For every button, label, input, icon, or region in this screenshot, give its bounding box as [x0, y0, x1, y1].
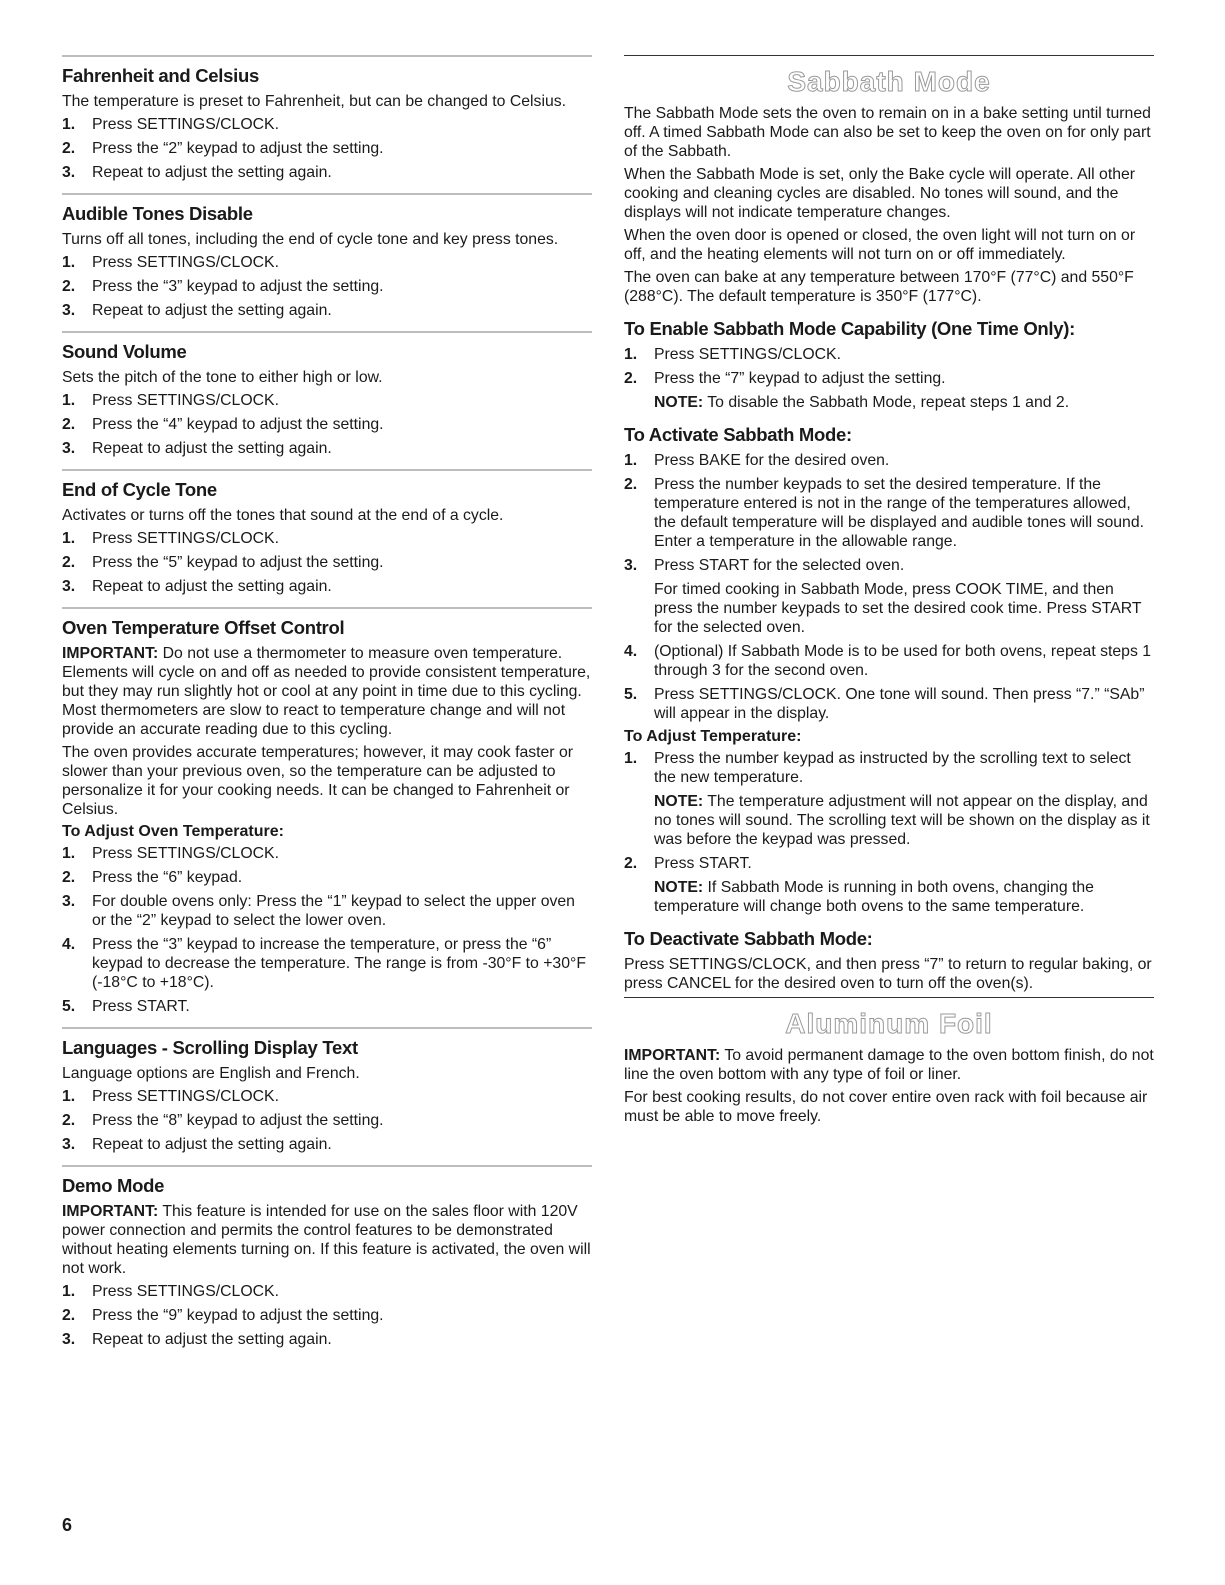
steps-list — [62, 844, 592, 1016]
paragraph: For best cooking results, do not cover entire oven rack with foil because air must be able to move freely. — [624, 1089, 1148, 1125]
step-item: 1. Press the number keypad as instructed by the scrolling text to select the new temperature. — [624, 750, 1131, 786]
step-item: 2. Press START. — [624, 855, 752, 872]
section-fahrenheit-celsius — [62, 57, 592, 193]
step-item: 2. Press the “3” keypad to adjust the setting. — [62, 278, 384, 295]
note-label: NOTE: — [654, 793, 704, 810]
section-divider — [624, 55, 1154, 56]
note-label: NOTE: — [654, 394, 704, 411]
step-item: 1. Press SETTINGS/CLOCK. — [62, 116, 279, 133]
steps-list — [62, 1087, 592, 1154]
section-intro: Turns off all tones, including the end of cycle tone and key press tones. — [62, 231, 559, 248]
steps-list — [62, 529, 592, 596]
important-paragraph: IMPORTANT: Do not use a thermometer to measure oven temperature. Elements will cycle on and off as needed to provide consistent temperature, but they may run slightly hot or cool at any point in time due to this cycling. Most thermometers are slow to react to temperature change and will not provide an accurate reading due to this cycling. — [62, 645, 591, 738]
section-demo-mode — [62, 1167, 592, 1360]
steps-list — [624, 854, 1154, 873]
section-intro: Language options are English and French. — [62, 1065, 360, 1082]
step-item: 1. Press SETTINGS/CLOCK. — [624, 346, 841, 363]
step-item: 2. Press the “2” keypad to adjust the setting. — [62, 140, 384, 157]
step-item: 1. Press SETTINGS/CLOCK. — [62, 392, 279, 409]
step-item: 1. Press SETTINGS/CLOCK. — [62, 1088, 279, 1105]
note: NOTE: The temperature adjustment will not appear on the display, and no tones will sound. The scrolling text will be shown on the display as it was before the keypad was pressed. — [654, 793, 1150, 848]
right-column — [624, 55, 1154, 1130]
step-item: 3. Repeat to adjust the setting again. — [62, 1331, 332, 1348]
step-item: 2. Press the “6” keypad. — [62, 869, 243, 886]
step-item: 5. Press SETTINGS/CLOCK. One tone will sound. Then press “7.” “SAb” will appear in the display. — [624, 686, 1145, 722]
steps-list — [62, 1282, 592, 1349]
section-end-of-cycle — [62, 471, 592, 607]
step-item: 3. For double ovens only: Press the “1” keypad to select the upper oven or the “2” keypad to select the lower oven. — [62, 893, 575, 929]
adjust-temperature-title: To Adjust Temperature: — [624, 728, 802, 745]
step-item: 5. Press START. — [62, 998, 190, 1015]
step-item: 4. (Optional) If Sabbath Mode is to be used for both ovens, repeat steps 1 through 3 for the second oven. — [624, 643, 1152, 679]
section-title: Languages - Scrolling Display Text — [62, 1037, 358, 1058]
step-item: 2. Press the “7” keypad to adjust the setting. — [624, 370, 946, 387]
note: NOTE: If Sabbath Mode is running in both ovens, changing the temperature will change both ovens to the same temperature. — [654, 879, 1094, 915]
activate-sabbath-title: To Activate Sabbath Mode: — [624, 424, 852, 445]
step-item: 1. Press SETTINGS/CLOCK. — [62, 1283, 279, 1300]
section-title: Fahrenheit and Celsius — [62, 65, 259, 86]
step-item: 3. Repeat to adjust the setting again. — [62, 302, 332, 319]
section-title: Oven Temperature Offset Control — [62, 617, 345, 638]
steps-list — [62, 115, 592, 182]
step-item: 2. Press the “5” keypad to adjust the setting. — [62, 554, 384, 571]
section-title: Demo Mode — [62, 1175, 165, 1196]
step-item: 2. Press the “4” keypad to adjust the setting. — [62, 416, 384, 433]
important-paragraph: IMPORTANT: To avoid permanent damage to the oven bottom finish, do not line the oven bottom with any type of foil or liner. — [624, 1047, 1154, 1083]
step-item: 3. Press START for the selected oven. — [624, 557, 905, 574]
section-temperature-offset — [62, 609, 592, 1027]
step-item: 1. Press BAKE for the desired oven. — [624, 452, 890, 469]
steps-list — [62, 391, 592, 458]
step-item: 3. Repeat to adjust the setting again. — [62, 440, 332, 457]
section-sound-volume — [62, 333, 592, 469]
section-languages — [62, 1029, 592, 1165]
steps-list — [624, 749, 1154, 787]
step-item: 2. Press the number keypads to set the desired temperature. If the temperature entered is not in the range of the temperatures allowed, the default temperature will be displayed and audible tones will sound. Enter a temperature in the allowable range. — [624, 476, 1145, 550]
step-item: 1. Press SETTINGS/CLOCK. — [62, 845, 279, 862]
section-intro: Activates or turns off the tones that sound at the end of a cycle. — [62, 507, 504, 524]
paragraph: The Sabbath Mode sets the oven to remain on in a bake setting until turned off. A timed Sabbath Mode can also be set to keep the oven on for only part of the Sabbath. — [624, 105, 1151, 160]
page-number: 6 — [62, 1515, 73, 1535]
section-intro: Sets the pitch of the tone to either high or low. — [62, 369, 383, 386]
aluminum-foil-heading: Aluminum Foil — [785, 1008, 993, 1039]
enable-sabbath-title: To Enable Sabbath Mode Capability (One Time Only): — [624, 318, 1075, 339]
step-item: 2. Press the “8” keypad to adjust the setting. — [62, 1112, 384, 1129]
step-item: 1. Press SETTINGS/CLOCK. — [62, 530, 279, 547]
paragraph: When the oven door is opened or closed, the oven light will not turn on or off, and the heating elements will not turn on or off immediately. — [624, 227, 1136, 263]
note: NOTE: To disable the Sabbath Mode, repeat steps 1 and 2. — [654, 394, 1070, 411]
section-audible-tones — [62, 195, 592, 331]
note-label: NOTE: — [654, 879, 704, 896]
steps-list — [624, 451, 1154, 575]
step-item: 2. Press the “9” keypad to adjust the setting. — [62, 1307, 384, 1324]
step-detail: For timed cooking in Sabbath Mode, press COOK TIME, and then press the number keypads to set the desired cook time. Press START for the selected oven. — [654, 581, 1142, 636]
step-item: 1. Press SETTINGS/CLOCK. — [62, 254, 279, 271]
step-item: 3. Repeat to adjust the setting again. — [62, 578, 332, 595]
important-label: IMPORTANT: — [62, 645, 159, 662]
section-divider — [624, 997, 1154, 998]
important-label: IMPORTANT: — [624, 1047, 721, 1064]
steps-list — [62, 253, 592, 320]
step-item: 3. Repeat to adjust the setting again. — [62, 1136, 332, 1153]
paragraph: The oven provides accurate temperatures; however, it may cook faster or slower than your previous oven, so the temperature can be adjusted to personalize it for your cooking needs. It can be changed to Fahrenheit or Celsius. — [62, 744, 574, 818]
step-item: 4. Press the “3” keypad to increase the temperature, or press the “6” keypad to decrease the temperature. The range is from -30°F to +30°F (-18°C to +18°C). — [62, 936, 586, 991]
section-intro: The temperature is preset to Fahrenheit, but can be changed to Celsius. — [62, 93, 567, 110]
subheading: To Adjust Oven Temperature: — [62, 823, 284, 840]
section-title: Sound Volume — [62, 341, 187, 362]
section-title: End of Cycle Tone — [62, 479, 217, 500]
left-column — [62, 55, 592, 1360]
deactivate-sabbath-title: To Deactivate Sabbath Mode: — [624, 928, 873, 949]
steps-list — [624, 345, 1154, 388]
paragraph: Press SETTINGS/CLOCK, and then press “7” to return to regular baking, or press CANCEL for the desired oven to turn off the oven(s). — [624, 956, 1152, 992]
important-paragraph: IMPORTANT: This feature is intended for use on the sales floor with 120V power connection and permits the control features to be demonstrated without heating elements turning on. If this feature is activated, the oven will not work. — [62, 1203, 591, 1277]
paragraph: The oven can bake at any temperature between 170°F (77°C) and 550°F (288°C). The default temperature is 350°F (177°C). — [624, 269, 1134, 305]
paragraph: When the Sabbath Mode is set, only the Bake cycle will operate. All other cooking and cleaning cycles are disabled. No tones will sound, and the displays will not indicate temperature changes. — [624, 166, 1136, 221]
step-item: 3. Repeat to adjust the setting again. — [62, 164, 332, 181]
sabbath-mode-heading: Sabbath Mode — [787, 66, 991, 97]
steps-list — [624, 642, 1154, 723]
section-title: Audible Tones Disable — [62, 203, 253, 224]
important-label: IMPORTANT: — [62, 1203, 159, 1220]
